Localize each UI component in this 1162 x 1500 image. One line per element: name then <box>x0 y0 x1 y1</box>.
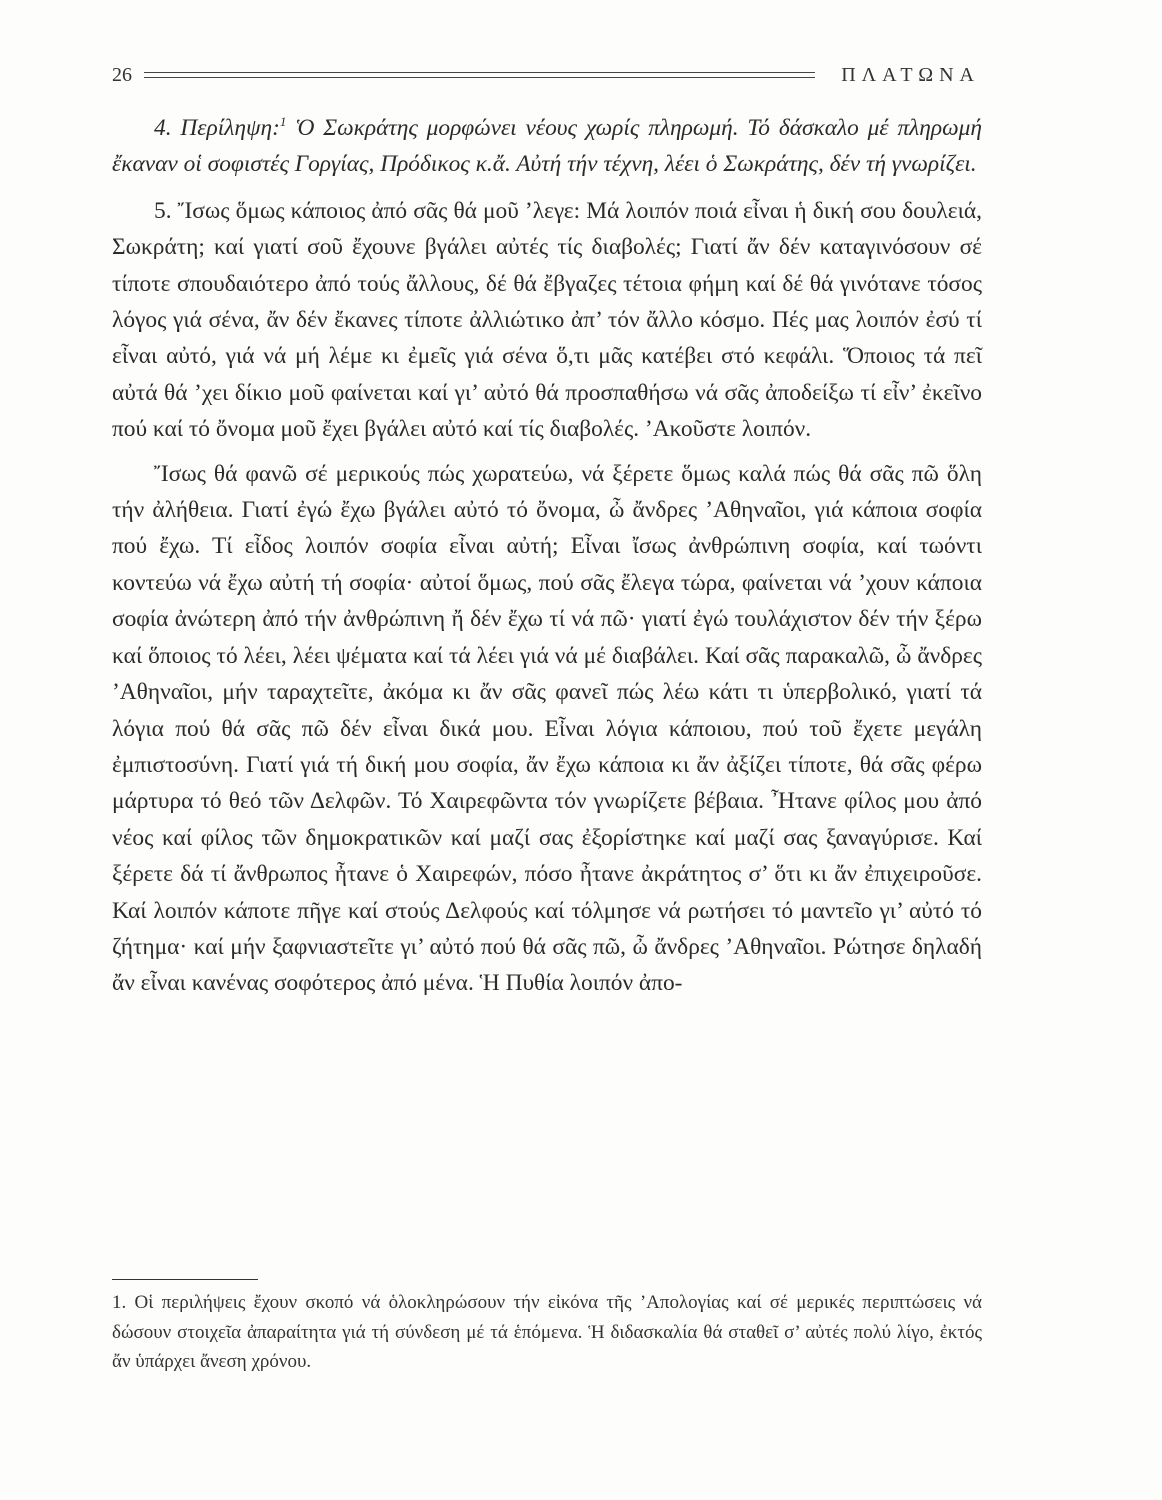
page-number: 26 <box>112 63 132 86</box>
summary-label: 4. Περίληψη: <box>154 115 280 141</box>
running-title: ΠΛΑΤΩΝΑ <box>841 63 980 86</box>
footnote-reference: 1 <box>279 114 287 130</box>
running-header <box>112 58 980 92</box>
paragraph-5: 5. Ἴσως ὅμως κάποιος ἀπό σᾶς θά μοῦ ’λεγε: Μά λοιπόν ποιά εἶναι ἡ δική σου δουλειά, Σωκράτη; καί γιατί σοῦ ἔχουνε βγάλει αὐτές τίς διαβολές; Γιατί ἄν δέν καταγινόσουν σέ τίποτε σπουδαιότερο ἀπό τούς ἄλλους, δέ θά ἔβγαζες τέτοια φήμη καί δέ θά γινότανε τόσος λόγος γιά σένα, ἄν δέν ἔκανες τίποτε ἀλλιώτικο ἀπ’ τόν ἄλλο κόσμο. Πές μας λοιπόν ἐσύ τί εἶναι αὐτό, γιά νά μή λέμε κι ἐμεῖς γιά σένα ὅ,τι μᾶς κατέβει στό κεφάλι. Ὅποιος τά πεῖ αὐτά θά ’χει δίκιο μοῦ φαίνεται καί γι’ αὐτό θά προσπαθήσω νά σᾶς ἀποδείξω τί εἶν’ ἐκεῖνο πού καί τό ὄνομα μοῦ ἔχει βγάλει αὐτό καί τίς διαβολές. ’Ακοῦστε λοιπόν. <box>112 197 982 443</box>
header-double-rule <box>144 72 815 78</box>
summary-paragraph <box>112 110 982 183</box>
summary-text: Ὁ Σωκράτης μορφώνει νέους χωρίς πληρωμή. Τό δάσκαλο μέ πληρωμή ἔκαναν οἱ σοφιστές Γοργίας, Πρόδικος κ.ἄ. Αὐτή τήν τέχνη, λέει ὁ Σωκράτης, δέν τή γνωρίζει. <box>112 115 982 178</box>
body-text <box>112 110 982 1002</box>
footnote: 1. Οἱ περιλήψεις ἔχουν σκοπό νά ὁλοκληρώσουν τήν εἰκόνα τῆς ’Απολογίας καί σέ μερικές περιπτώσεις νά δώσουν στοιχεῖα ἀπαραίτητα γιά τή σύνδεση μέ τά ἑπόμενα. Ἡ διδασκαλία θά σταθεῖ σ’ αὐτές πολύ λίγο, ἐκτός ἄν ὑπάρχει ἄνεση χρόνου. <box>112 1292 982 1372</box>
paragraph-6: Ἴσως θά φανῶ σέ μερικούς πώς χωρατεύω, νά ξέρετε ὅμως καλά πώς θά σᾶς πῶ ὅλη τήν ἀλήθεια. Γιατί ἐγώ ἔχω βγάλει αὐτό τό ὄνομα, ὦ ἄνδρες ’Αθηναῖοι, γιά κάποια σοφία πού ἔχω. Τί εἶδος λοιπόν σοφία εἶναι αὐτή; Εἶναι ἴσως ἀνθρώπινη σοφία, καί τωόντι κοντεύω νά ἔχω αὐτή τή σοφία· αὐτοί ὅμως, πού σᾶς ἔλεγα τώρα, φαίνεται νά ’χουν κάποια σοφία ἀνώτερη ἀπό τήν ἀνθρώπινη ἤ δέν ἔχω τί νά πῶ· γιατί ἐγώ τουλάχιστον δέν τήν ξέρω καί ὅποιος τό λέει, λέει ψέματα καί τά λέει γιά νά μέ διαβάλει. Καί σᾶς παρακαλῶ, ὦ ἄνδρες ’Αθηναῖοι, μήν ταραχτεῖτε, ἀκόμα κι ἄν σᾶς φανεῖ πώς λέω κάτι τι ὑπερβολικό, γιατί τά λόγια πού θά σᾶς πῶ δέν εἶναι δικά μου. Εἶναι λόγια κάποιου, πού τοῦ ἔχετε μεγάλη ἐμπιστοσύνη. Γιατί γιά τή δική μου σοφία, ἄν ἔχω κάποια κι ἄν ἀξίζει τίποτε, θά σᾶς φέρω μάρτυρα τό θεό τῶν Δελφῶν. Τό Χαιρεφῶντα τόν γνωρίζετε βέβαια. Ἦτανε φίλος μου ἀπό νέος καί φίλος τῶν δημοκρατικῶν καί μαζί σας ἐξορίστηκε καί μαζί σας ξαναγύρισε. Καί ξέρετε δά τί ἄνθρωπος ἦτανε ὁ Χαιρεφών, πόσο ἦτανε ἀκράτητος σ’ ὅτι κι ἄν ἐπιχειροῦσε. Καί λοιπόν κάποτε πῆγε καί στούς Δελφούς καί τόλμησε νά ρωτήσει τό μαντεῖο γι’ αὐτό τό ζήτημα· καί μήν ξαφνιαστεῖτε γι’ αὐτό πού θά σᾶς πῶ, ὦ ἄνδρες ’Αθηναῖοι. Ρώτησε δηλαδή ἄν εἶναι κανένας σοφότερος ἀπό μένα. Ἡ Πυθία λοιπόν ἀπο- <box>112 460 982 997</box>
footnote-rule <box>112 1279 258 1280</box>
